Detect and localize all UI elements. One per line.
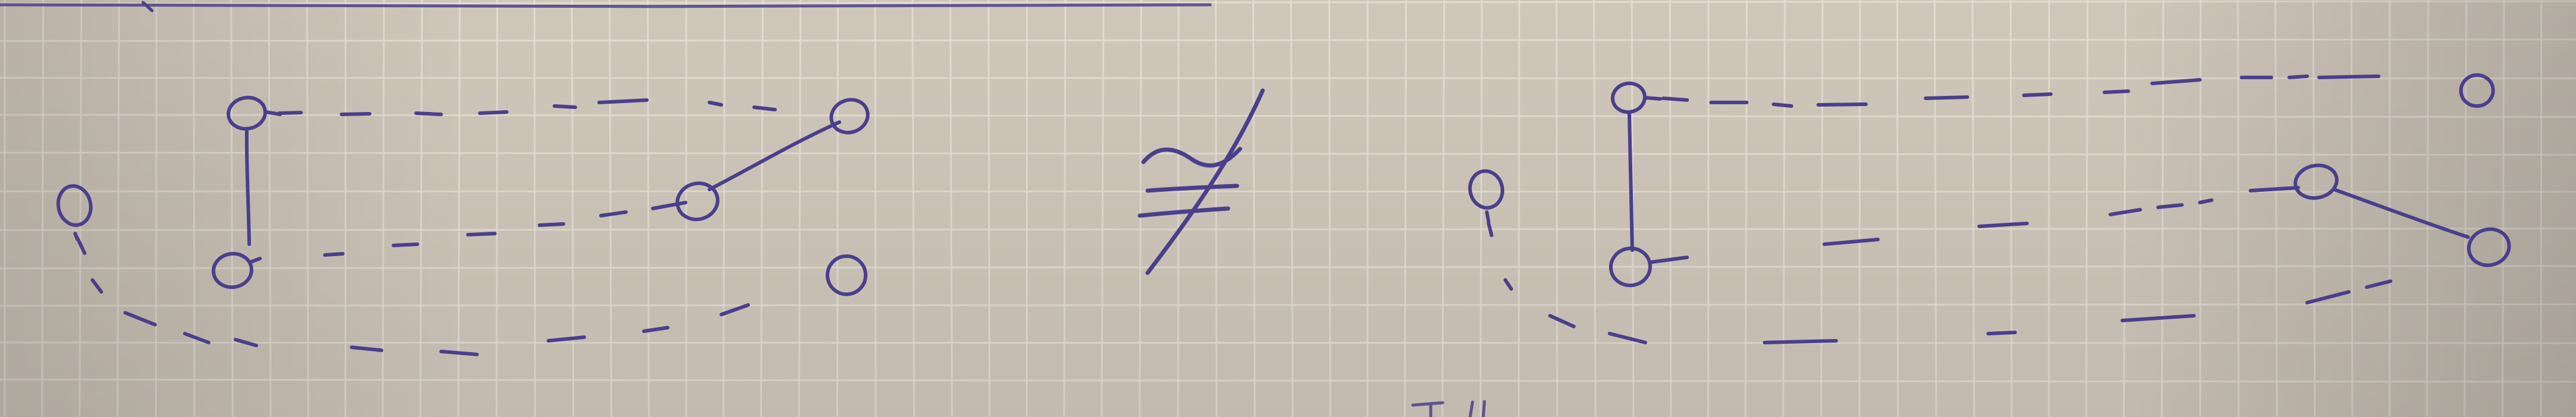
- left-node-b-tail: [266, 112, 280, 114]
- left-node-a-tail: [75, 234, 78, 239]
- right-node-a-tail: [1487, 212, 1489, 222]
- top-ink-line: [0, 5, 1210, 7]
- right-node-b-tail: [1645, 98, 1660, 99]
